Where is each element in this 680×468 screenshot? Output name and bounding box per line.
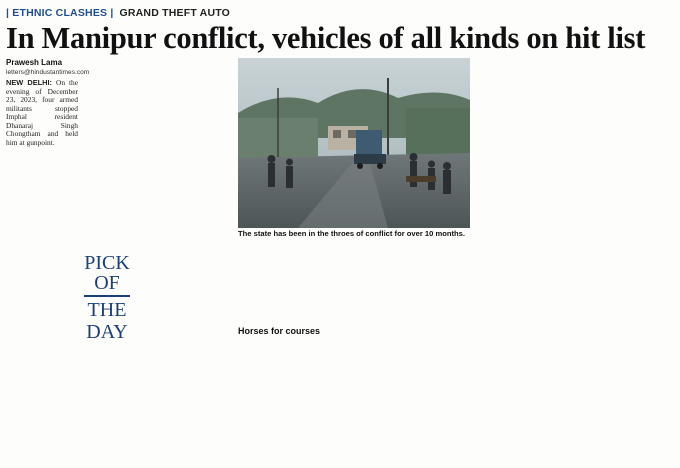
dateline: NEW DELHI: [6, 78, 53, 87]
lede-text: On the evening of December 23, 2023, four armed militants stopped Imphal resident Dhanaraj Singh Chongtham and held him at gunpoint. [6, 78, 78, 147]
pick-badge-rule [84, 295, 130, 297]
article-column-1 [6, 58, 90, 147]
headline: In Manipur conflict, vehicles of all kinds on hit list [6, 21, 646, 55]
article-column-3 [238, 322, 350, 339]
pick-badge-line2: THE DAY [86, 298, 128, 343]
subhead: Horses for courses [238, 326, 321, 336]
byline-name: Prawesh Lama [6, 58, 63, 67]
byline-email: letters@hindustantimes.com [6, 69, 90, 76]
street-scene-photo [238, 58, 470, 228]
photo-caption: The state has been in the throes of conflict for over 10 months. [238, 229, 466, 238]
section-subtag: GRAND THEFT AUTO [119, 7, 231, 19]
section-tag: | ETHNIC CLASHES | [6, 7, 114, 19]
pick-badge-line1: PICK OF [84, 252, 130, 294]
lede-paragraph [6, 79, 78, 147]
pick-of-the-day-badge [78, 252, 136, 343]
news-photo [238, 58, 470, 228]
